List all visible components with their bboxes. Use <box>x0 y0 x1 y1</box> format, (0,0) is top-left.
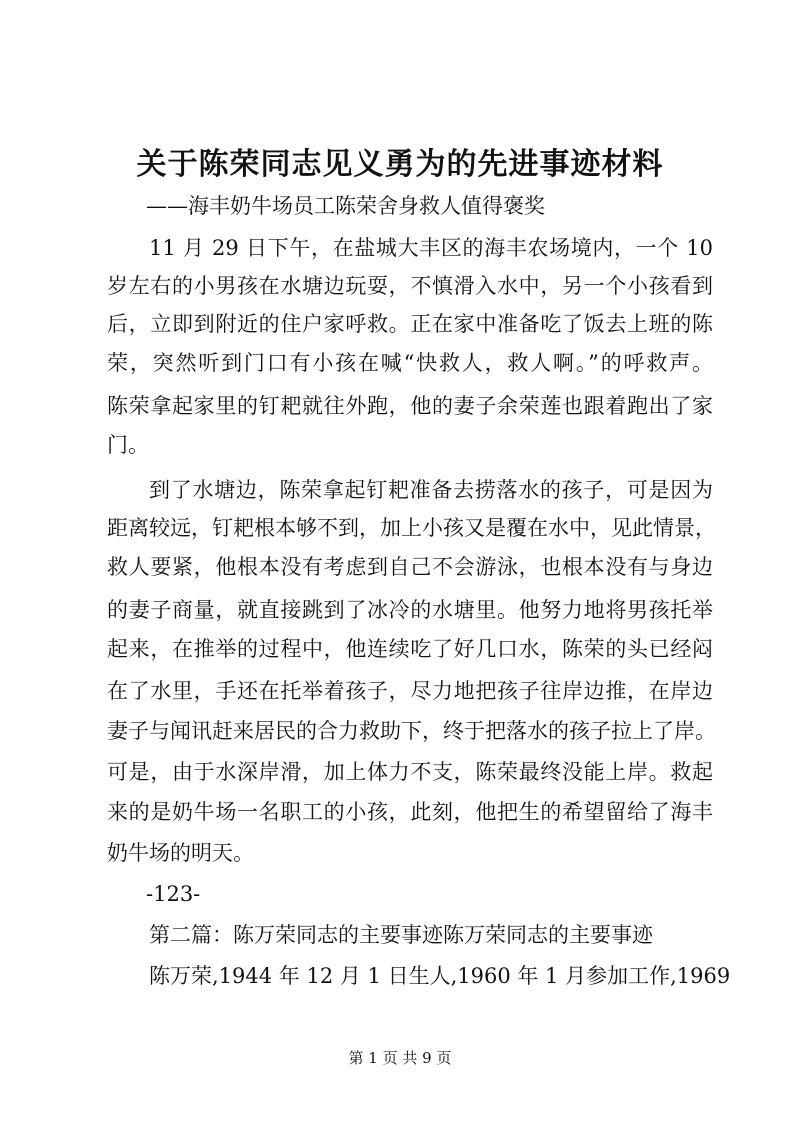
page-marker: -123- <box>146 882 201 906</box>
section2-line-1: 陈万荣,1944 年 12 月 1 日生人,1960 年 1 月参加工作,1969 <box>149 964 731 988</box>
paragraph2-line-8: 可是，由于水深岸滑，加上体力不支，陈荣最终没能上岸。救起 <box>107 760 713 784</box>
document-title: 关于陈荣同志见义勇为的先进事迹材料 <box>136 147 664 182</box>
paragraph2-line-9: 来的是奶牛场一名职工的小孩，此刻，他把生的希望留给了海丰 <box>107 800 713 824</box>
paragraph2-line-3: 救人要紧，他根本没有考虑到自己不会游泳，也根本没有与身边 <box>107 555 713 579</box>
page-footer: 第 1 页 共 9 页 <box>348 1049 452 1067</box>
paragraph1-line-1: 11 月 29 日下午，在盐城大丰区的海丰农场境内，一个 10 <box>149 236 713 260</box>
paragraph2-line-6: 在了水里，手还在托举着孩子，尽力地把孩子往岸边推，在岸边 <box>107 679 713 703</box>
paragraph1-line-2: 岁左右的小男孩在水塘边玩耍，不慎滑入水中，另一个小孩看到 <box>107 274 713 298</box>
paragraph1-line-6: 门。 <box>107 433 149 457</box>
paragraph1-line-5: 陈荣拿起家里的钉耙就往外跑，他的妻子余荣莲也跟着跑出了家 <box>107 394 713 418</box>
paragraph1-line-3: 后，立即到附近的住户家呼救。正在家中准备吃了饭去上班的陈 <box>107 312 713 336</box>
paragraph2-line-2: 距离较远，钉耙根本够不到，加上小孩又是覆在水中，见此情景， <box>107 516 716 540</box>
section2-heading: 第二篇：陈万荣同志的主要事迹陈万荣同志的主要事迹 <box>149 923 653 947</box>
paragraph2-line-10: 奶牛场的明天。 <box>107 841 254 865</box>
paragraph2-line-4: 的妻子商量，就直接跳到了冰冷的水塘里。他努力地将男孩托举 <box>107 598 713 622</box>
paragraph2-line-1: 到了水塘边，陈荣拿起钉耙准备去捞落水的孩子，可是因为 <box>149 478 713 502</box>
paragraph1-line-4: 荣，突然听到门口有小孩在喊“快救人，救人啊。”的呼救声。 <box>107 351 713 375</box>
paragraph2-line-5: 起来，在推举的过程中，他连续吃了好几口水，陈荣的头已经闷 <box>107 637 713 661</box>
paragraph2-line-7: 妻子与闻讯赶来居民的合力救助下，终于把落水的孩子拉上了岸。 <box>107 719 716 743</box>
document-subtitle: ——海丰奶牛场员工陈荣舍身救人值得褒奖 <box>146 194 545 218</box>
